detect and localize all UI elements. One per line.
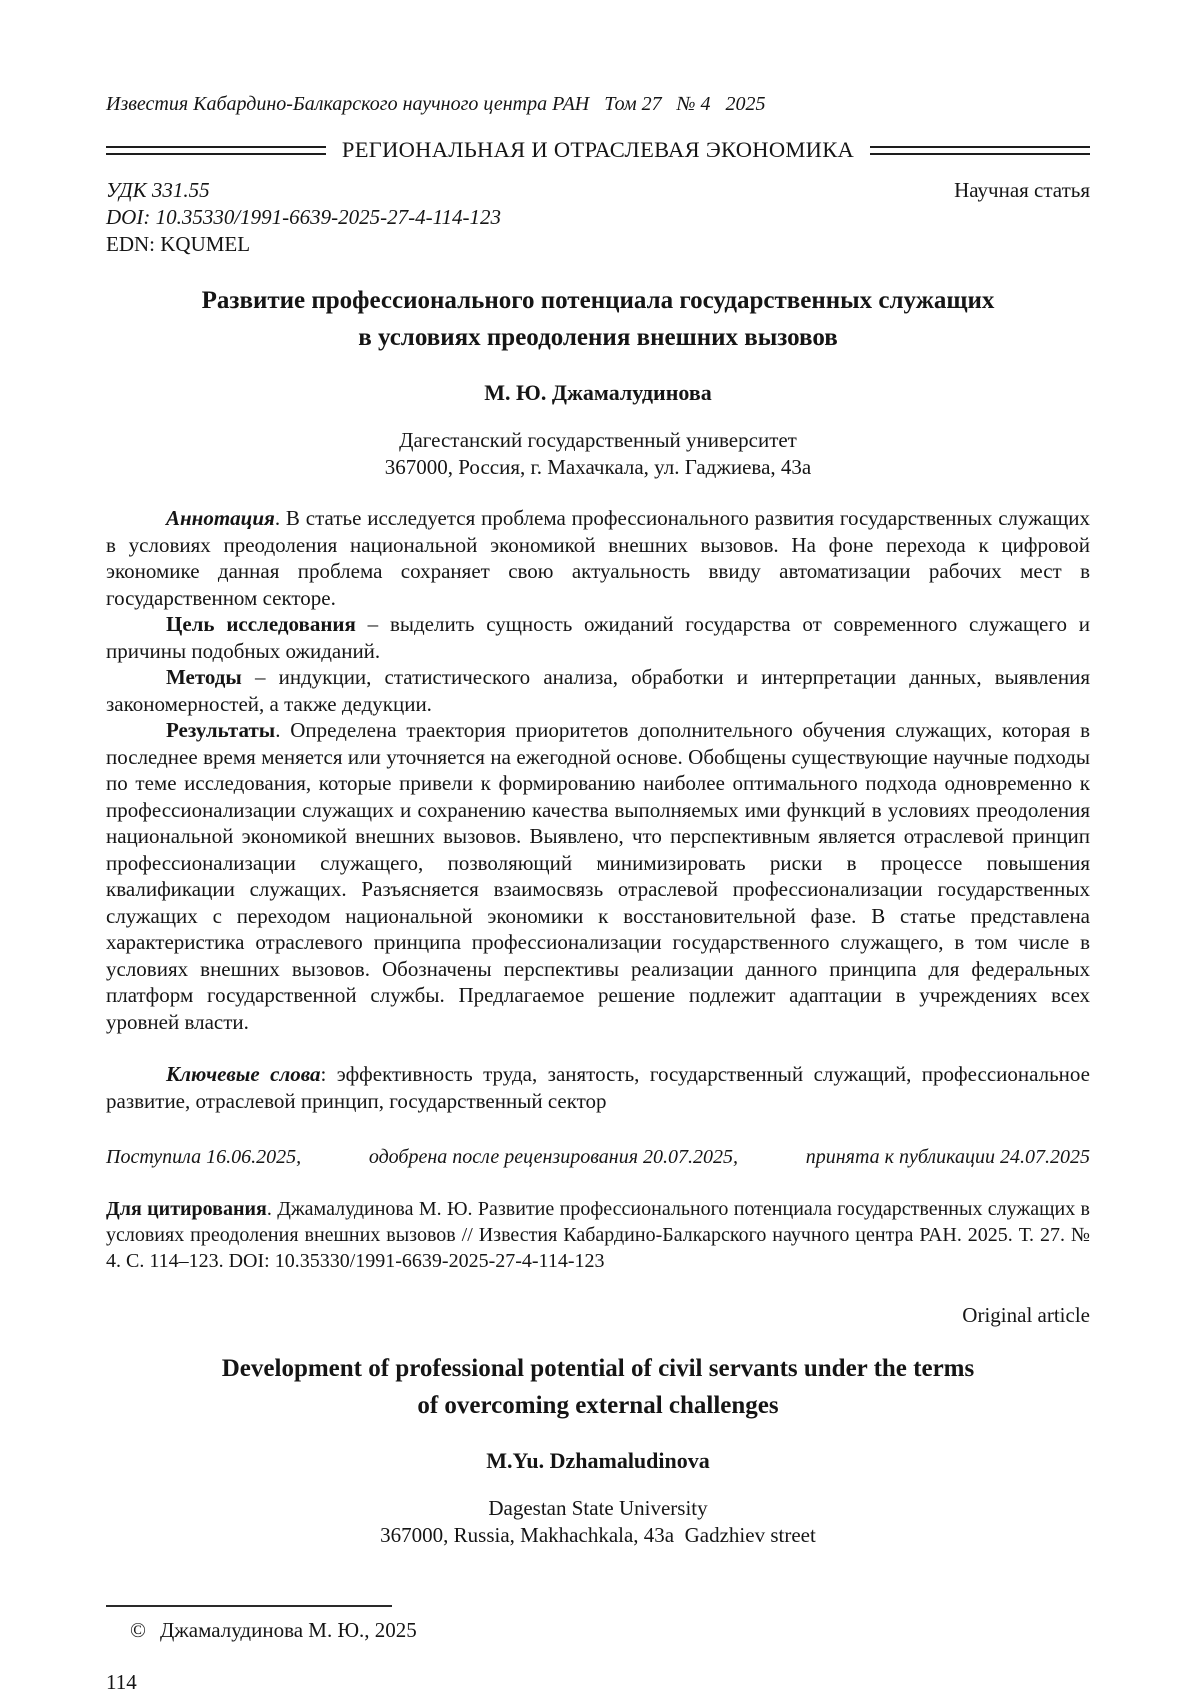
affiliation-ru-line2: 367000, Россия, г. Махачкала, ул. Гаджиева, 43а — [384, 455, 812, 479]
page-number: 114 — [106, 1670, 137, 1694]
citation-label: Для цитирования — [106, 1198, 267, 1220]
date-received: Поступила 16.06.2025, — [106, 1146, 302, 1168]
article-type-ru: Научная статья — [954, 178, 1090, 202]
goal-paragraph — [106, 611, 1090, 664]
article-meta — [106, 177, 1090, 258]
doi-line: DOI: 10.35330/1991-6639-2025-27-4-114-123 — [106, 205, 502, 229]
banner-right-rule — [870, 146, 1090, 155]
section-banner-title: РЕГИОНАЛЬНАЯ И ОТРАСЛЕВАЯ ЭКОНОМИКА — [341, 137, 855, 162]
article-title-ru — [106, 282, 1090, 356]
citation-text: . Джамалудинова М. Ю. Развитие профессионального потенциала государственных служащих в условиях преодоления внешних вызовов // Известия Кабардино-Балкарского научного центра РАН. 2025. Т. 27. № 4. С. 114–123. DOI: 10.35330/1991-6639-2025-27-4-114-123 — [106, 1198, 1091, 1272]
abstract-block — [106, 505, 1090, 1035]
abstract-paragraph — [106, 505, 1090, 611]
affiliation-en-line2: 367000, Russia, Makhachkala, 43a Gadzhiev street — [380, 1523, 816, 1547]
citation-paragraph — [106, 1196, 1090, 1274]
article-title-en — [106, 1350, 1090, 1424]
results-paragraph — [106, 717, 1090, 1035]
copyright-text: Джамалудинова М. Ю., 2025 — [159, 1618, 417, 1642]
udc-row — [106, 177, 1090, 204]
copyright-symbol: © — [130, 1618, 146, 1642]
methods-paragraph — [106, 664, 1090, 717]
date-accepted: принята к публикации 24.07.2025 — [805, 1146, 1090, 1168]
goal-label: Цель исследования — [166, 612, 356, 636]
article-title-en-line2: of overcoming external challenges — [417, 1392, 779, 1419]
methods-label: Методы — [166, 665, 242, 689]
journal-running-header: Известия Кабардино-Балкарского научного центра РАН Том 27 № 4 2025 — [106, 93, 766, 115]
edn-line: EDN: KQUMEL — [106, 232, 251, 256]
keywords-text: : эффективность труда, занятость, государственный служащий, профессиональное развитие, отраслевой принцип, государственный сектор — [106, 1062, 1090, 1113]
footnote-rule — [106, 1605, 392, 1607]
results-label: Результаты — [166, 718, 276, 742]
article-type-en: Original article — [962, 1303, 1090, 1327]
author-ru: М. Ю. Джамалудинова — [484, 380, 712, 405]
banner-left-rule — [106, 146, 326, 155]
article-title-ru-line1: Развитие профессионального потенциала государственных служащих — [201, 287, 995, 314]
affiliation-en-line1: Dagestan State University — [488, 1496, 708, 1520]
keywords-paragraph — [106, 1061, 1090, 1114]
article-title-en-line1: Development of professional potential of civil servants under the terms — [221, 1355, 975, 1382]
article-title-ru-line2: в условиях преодоления внешних вызовов — [358, 324, 838, 351]
keywords-label: Ключевые слова — [166, 1062, 321, 1086]
udc-code: УДК 331.55 — [106, 178, 210, 202]
author-en: M.Yu. Dzhamaludinova — [486, 1448, 710, 1473]
abstract-label: Аннотация — [166, 506, 275, 530]
date-approved: одобрена после рецензирования 20.07.2025, — [368, 1146, 738, 1168]
section-banner — [106, 137, 1090, 163]
affiliation-ru-line1: Дагестанский государственный университет — [399, 428, 797, 452]
goal-text: – выделить сущность ожиданий государства от современного служащего и причины подобных ожиданий. — [106, 612, 1090, 663]
copyright-line — [106, 1617, 1090, 1643]
results-text: . Определена траектория приоритетов дополнительного обучения служащих, которая в последнее время меняется или уточняется на ежегодной основе. Обобщены существующие научные подходы по теме исследования, которые привели к формированию наиболее оптимального подхода одновременно к профессионализации служащих и сохранению качества выполняемых ими функций в условиях преодоления национальной экономикой внешних вызовов. Выявлено, что перспективным является отраслевой принцип профессионализации служащего, позволяющий минимизировать риски в процессе повышения квалификации служащих. Разъясняется взаимосвязь отраслевой профессионализации государственных служащих с переходом национальной экономики к восстановительной фазе. В статье представлена характеристика отраслевого принципа профессионализации государственного служащего, в том числе в условиях внешних вызовов. Обозначены перспективы реализации данного принципа для федеральных платформ государственной службы. Предлагаемое решение подлежит адаптации в учреждениях всех уровней власти. — [106, 718, 1090, 1034]
footnote-block — [106, 1605, 1090, 1695]
article-dates — [106, 1144, 1090, 1170]
affiliation-ru — [106, 427, 1090, 481]
methods-text: – индукции, статистического анализа, обработки и интерпретации данных, выявления закономерностей, а также дедукции. — [106, 665, 1090, 716]
abstract-text: . В статье исследуется проблема профессионального развития государственных служащих в условиях преодоления национальной экономикой внешних вызовов. На фоне перехода к цифровой экономике данная проблема сохраняет свою актуальность ввиду автоматизации рабочих мест в государственном секторе. — [106, 506, 1090, 610]
affiliation-en — [106, 1495, 1090, 1549]
